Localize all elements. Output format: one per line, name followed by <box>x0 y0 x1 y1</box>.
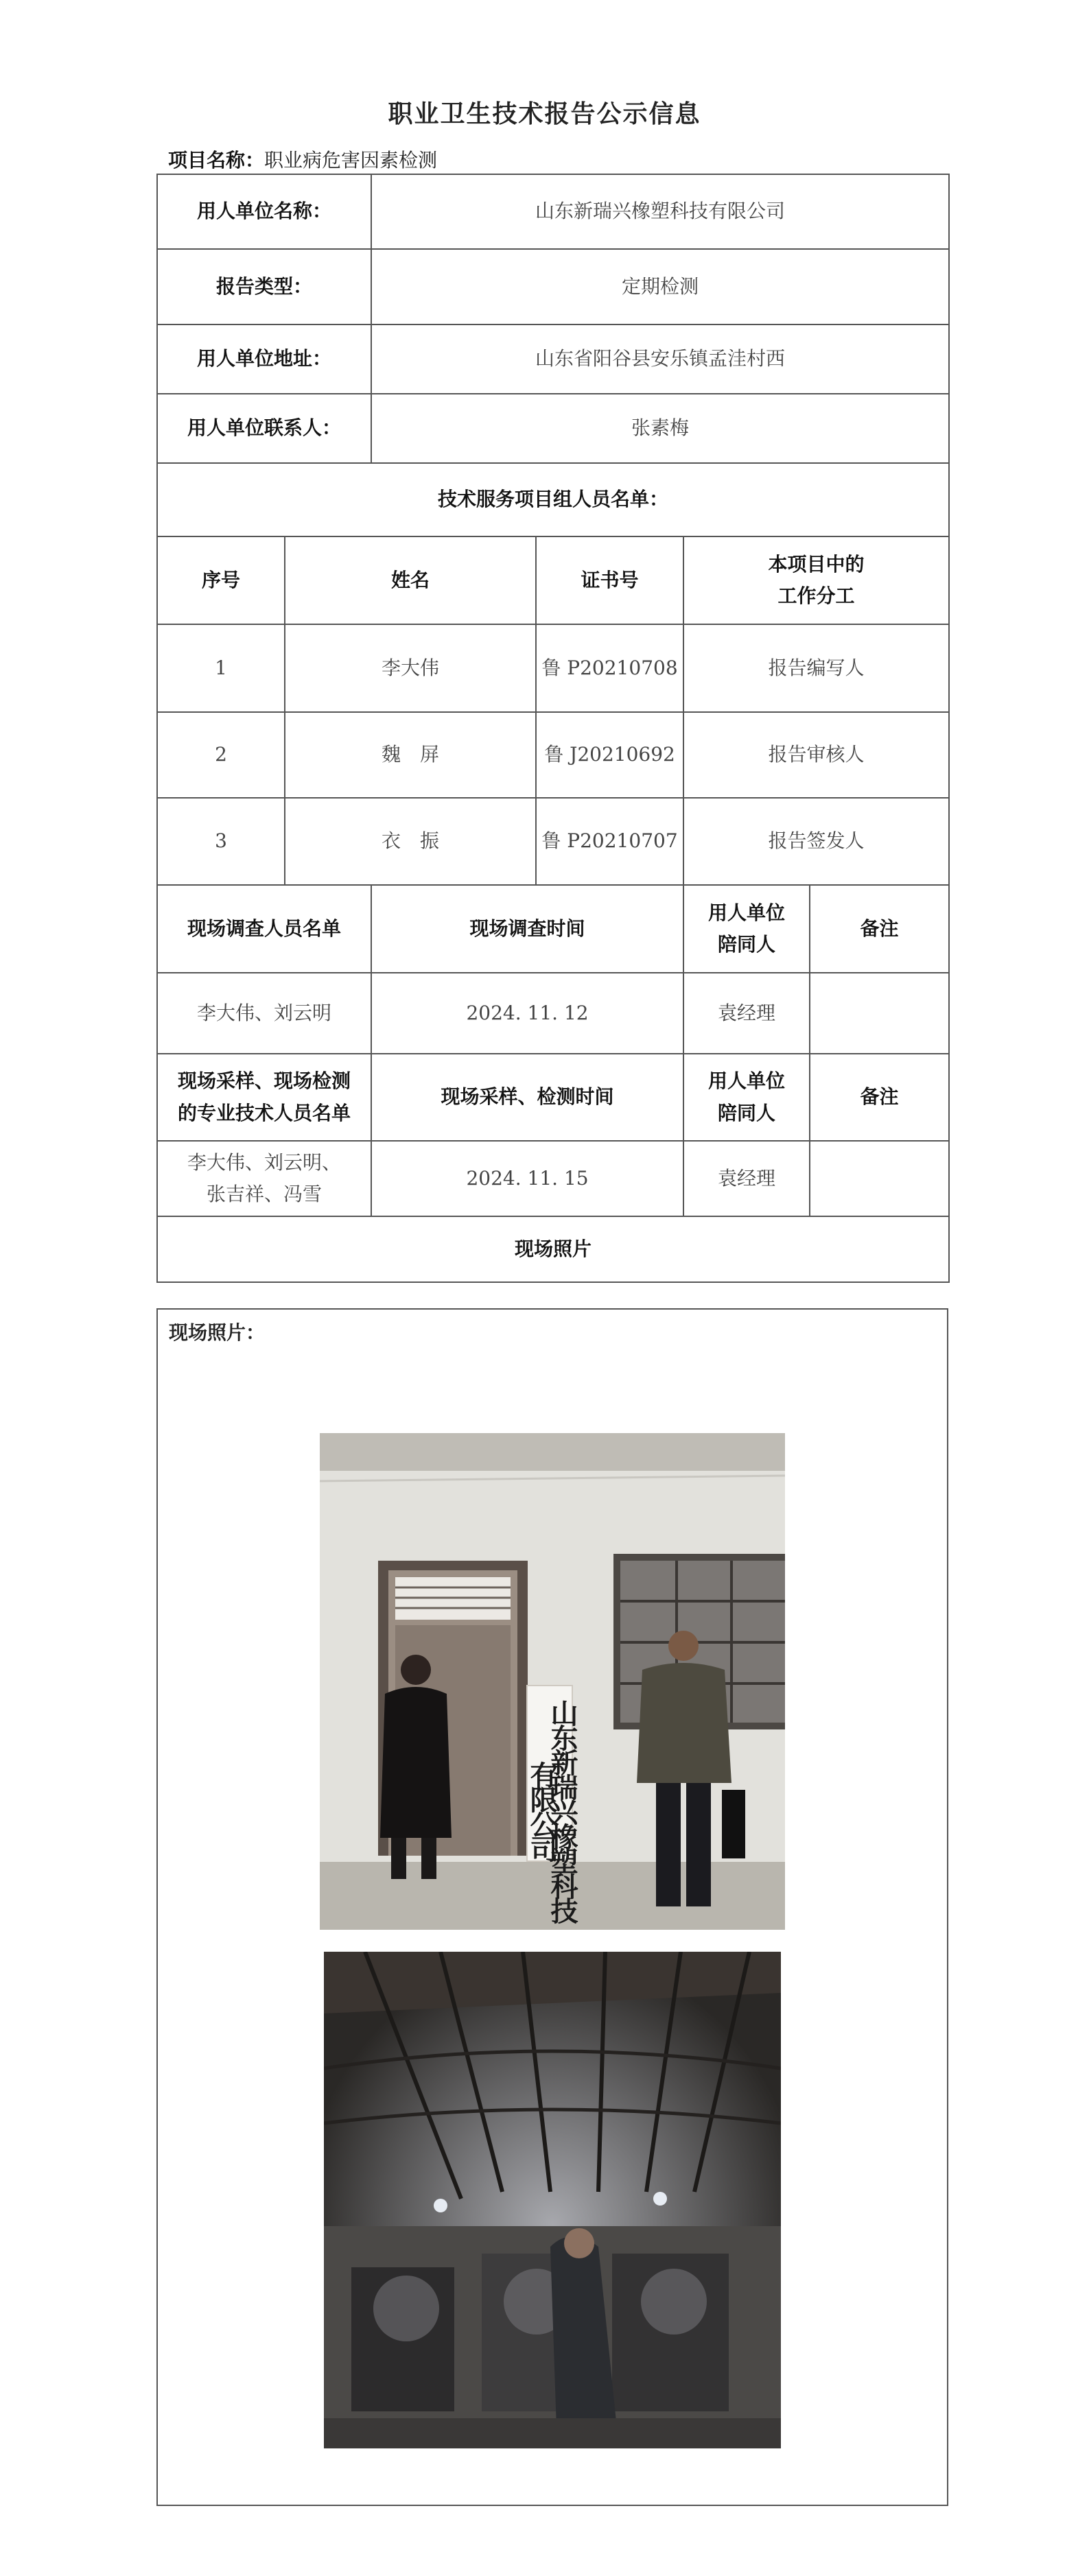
project-label: 项目名称： <box>168 149 265 172</box>
col-header-no: 序号 <box>157 536 285 624</box>
team-no: 2 <box>157 712 285 798</box>
site-photo-workshop <box>324 1952 781 2448</box>
page-title: 职业卫生技术报告公示信息 <box>388 99 701 128</box>
team-heading-row <box>157 463 949 536</box>
team-name: 李大伟 <box>285 624 536 712</box>
employer-name-label: 用人单位名称： <box>157 174 371 249</box>
sampling-row <box>157 1141 949 1216</box>
col-header-cert: 证书号 <box>536 536 683 624</box>
team-cert: 鲁 J20210692 <box>536 712 683 798</box>
table-row <box>157 624 949 712</box>
team-header-row <box>157 536 949 624</box>
contact-row <box>157 394 949 463</box>
team-no: 3 <box>157 798 285 885</box>
sampling-note <box>810 1141 949 1216</box>
survey-people: 李大伟、刘云明 <box>157 973 371 1054</box>
team-cert: 鲁 P20210707 <box>536 798 683 885</box>
employer-name-row <box>157 174 949 249</box>
info-table <box>156 174 950 1283</box>
team-heading: 技术服务项目组人员名单： <box>157 463 949 536</box>
employer-name-value: 山东新瑞兴橡塑科技有限公司 <box>371 174 949 249</box>
team-no: 1 <box>157 624 285 712</box>
sampling-note-header: 备注 <box>810 1054 949 1141</box>
address-value: 山东省阳谷县安乐镇孟洼村西 <box>371 324 949 394</box>
sampling-time: 2024. 11. 15 <box>371 1141 683 1216</box>
report-type-label: 报告类型： <box>157 249 371 324</box>
team-role: 报告审核人 <box>683 712 949 798</box>
team-role: 报告签发人 <box>683 798 949 885</box>
company-sign: 山东新瑞兴橡塑科技有限公司 <box>526 1699 578 1922</box>
project-value: 职业病危害因素检测 <box>264 149 438 172</box>
survey-note-header: 备注 <box>810 885 949 973</box>
table-row <box>157 798 949 885</box>
sampling-companion-header: 用人单位 陪同人 <box>683 1054 810 1141</box>
team-role: 报告编写人 <box>683 624 949 712</box>
team-name: 魏 屏 <box>285 712 536 798</box>
sampling-people: 李大伟、刘云明、 张吉祥、冯雪 <box>157 1141 371 1216</box>
site-photo-building <box>320 1433 785 1930</box>
address-label: 用人单位地址： <box>157 324 371 394</box>
survey-row <box>157 973 949 1054</box>
contact-value: 张素梅 <box>371 394 949 463</box>
address-row <box>157 324 949 394</box>
contact-label: 用人单位联系人： <box>157 394 371 463</box>
photo-box-label: 现场照片： <box>169 1321 266 1344</box>
survey-time-header: 现场调查时间 <box>371 885 683 973</box>
project-line <box>168 145 437 173</box>
survey-people-header: 现场调查人员名单 <box>157 885 371 973</box>
sampling-time-header: 现场采样、检测时间 <box>371 1054 683 1141</box>
survey-note <box>810 973 949 1054</box>
photos-row <box>157 1216 949 1282</box>
report-type-value: 定期检测 <box>371 249 949 324</box>
survey-companion-header: 用人单位 陪同人 <box>683 885 810 973</box>
survey-companion: 袁经理 <box>683 973 810 1054</box>
report-type-row <box>157 249 949 324</box>
table-row <box>157 712 949 798</box>
col-header-role: 本项目中的 工作分工 <box>683 536 949 624</box>
team-name: 衣 振 <box>285 798 536 885</box>
sampling-people-header: 现场采样、现场检测 的专业技术人员名单 <box>157 1054 371 1141</box>
survey-header-row <box>157 885 949 973</box>
sampling-header-row <box>157 1054 949 1141</box>
col-header-name: 姓名 <box>285 536 536 624</box>
photo-box <box>156 1308 948 2506</box>
photos-row-label: 现场照片 <box>157 1216 949 1282</box>
team-cert: 鲁 P20210708 <box>536 624 683 712</box>
sampling-companion: 袁经理 <box>683 1141 810 1216</box>
survey-time: 2024. 11. 12 <box>371 973 683 1054</box>
